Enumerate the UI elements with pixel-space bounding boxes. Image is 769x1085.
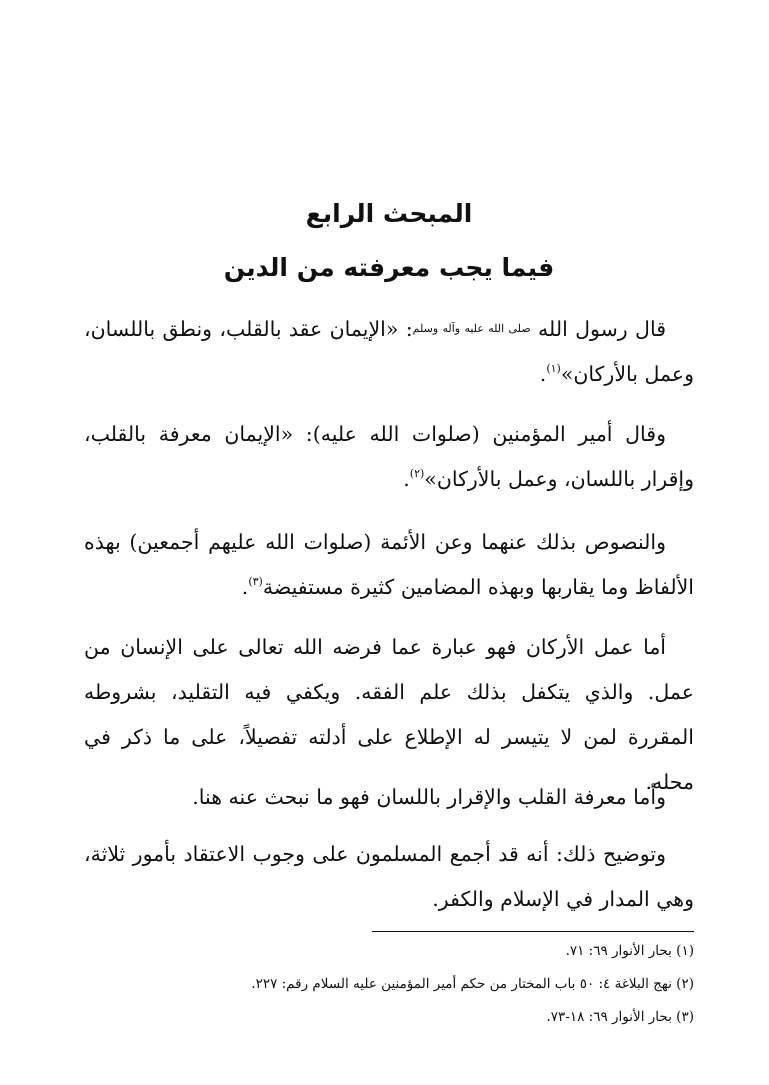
footnote-item: (٢) نهج البلاغة ٤: ٥٠ باب المختار من حكم أمير المؤمنين عليه السلام رقم: ٢٢٧. [251, 976, 694, 992]
section-title: المبحث الرابع [305, 199, 473, 228]
honorific-glyph: صلى الله عليه وآله وسلم [412, 322, 531, 335]
section-subtitle: فيما يجب معرفته من الدين [223, 253, 555, 282]
paragraph-text: قال رسول الله [538, 317, 666, 341]
paragraph-text: وقال أمير المؤمنين (صلوات الله عليه): «الإيمان معرفة بالقلب، وإقرار باللسان، وعمل بالأركان» [84, 422, 694, 491]
footnote-marker: (١) [546, 362, 561, 375]
footnote-marker: (٣) [248, 575, 263, 588]
footnote-item: (١) بحار الأنوار ٦٩: ٧١. [565, 943, 694, 959]
paragraph-texts-note: والنصوص بذلك عنهما وعن الأئمة (صلوات الله عليهم أجمعين) بهذه الألفاظ وما يقاربها وبهذه المضامين كثيرة مستفيضة$^{(٣)}$. [84, 530, 694, 599]
paragraph-text: أما عمل الأركان فهو عبارة عما فرضه الله تعالى على الإنسان من عمل. والذي يتكفل بذلك علم الفقه. ويكفي فيه التقليد، بشروطه المقررة لمن لا يتيسر له الإطلاع على أدلته تفصيلاً، على ما ذكر في محله. [84, 635, 694, 794]
paragraph-prophet-hadith: قال رسول الله صلى الله عليه وآله وسلم: «الإيمان عقد بالقلب، ونطق باللسان، وعمل بالأركان»$^{(١)}$. [84, 317, 694, 386]
paragraph-text: وأما معرفة القلب والإقرار باللسان فهو ما نبحث عنه هنا. [192, 785, 666, 809]
footnote-marker: (٢) [409, 467, 425, 480]
footnote-divider [372, 931, 694, 932]
paragraph-explanation [84, 832, 694, 922]
paragraph-text: : «الإيمان عقد بالقلب، ونطق باللسان، وعمل بالأركان» [84, 317, 694, 386]
paragraph-text: وتوضيح ذلك: أنه قد أجمع المسلمون على وجوب الاعتقاد بأمور ثلاثة، وهي المدار في الإسلام والكفر. [84, 842, 694, 911]
footnotes-list [84, 935, 694, 1034]
paragraph-text: والنصوص بذلك عنهما وعن الأئمة (صلوات الله عليهم أجمعين) بهذه الألفاظ وما يقاربها وبهذه المضامين كثيرة مستفيضة [84, 530, 694, 599]
paragraph-imam-hadith: وقال أمير المؤمنين (صلوات الله عليه): «الإيمان معرفة بالقلب، وإقرار باللسان، وعمل بالأركان»$^{(٢)}$. [84, 422, 694, 491]
footnote-item: (٣) بحار الأنوار ٦٩: ١٨-٧٣. [546, 1009, 694, 1025]
paragraph-heart-tongue [84, 775, 694, 820]
book-page [84, 0, 694, 1085]
